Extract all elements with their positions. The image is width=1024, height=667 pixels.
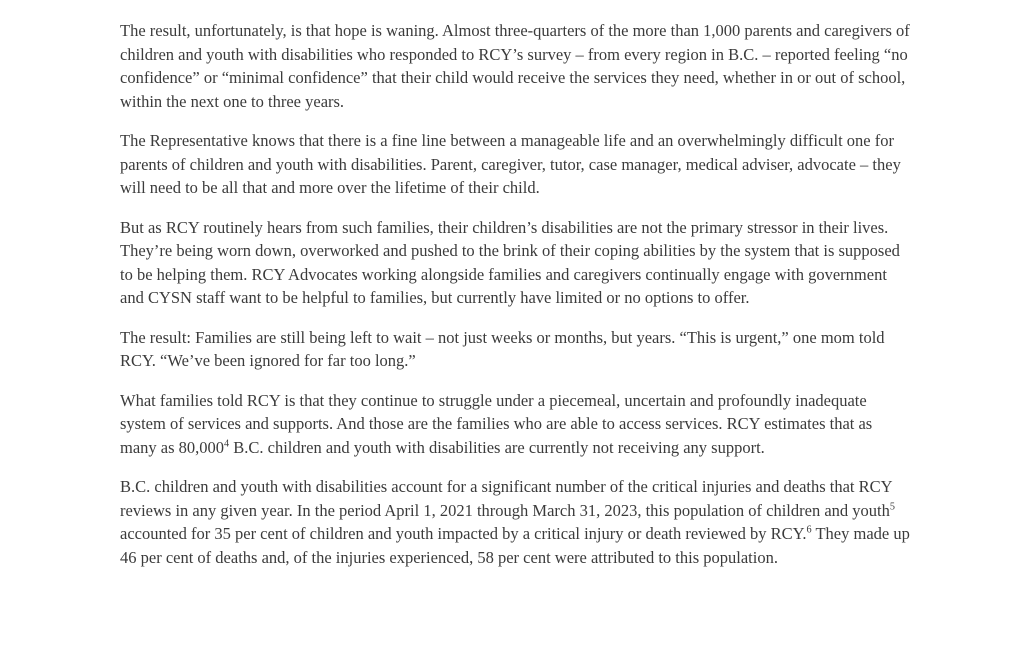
- footnote-marker: 5: [889, 501, 895, 512]
- paragraph: [120, 475, 910, 569]
- paragraph: [120, 216, 910, 310]
- footnote-marker: 6: [806, 524, 812, 536]
- text-run: They made up 46 per cent of deaths and, of the injuries experienced, 58 per cent were attributed to this population.: [120, 524, 910, 567]
- paragraph: [120, 326, 910, 373]
- paragraph: [120, 389, 910, 460]
- paragraph: [120, 19, 910, 113]
- text-run: accounted for 35 per cent of children and youth impacted by a critical injury or death reviewed by RCY.: [120, 524, 807, 543]
- document-body: [120, 19, 910, 569]
- text-run: The result, unfortunately, is that hope is waning. Almost three-quarters of the more than 1,000 parents and caregivers of children and youth with disabilities who responded to RCY’s survey – from every region in B.C. – reported feeling “no confidence” or “minimal confidence” that their child would receive the services they need, whether in or out of school, within the next one to three years.: [120, 21, 910, 111]
- text-run: The Representative knows that there is a fine line between a manageable life and an overwhelmingly difficult one for parents of children and youth with disabilities. Parent, caregiver, tutor, case manager, medical adviser, advocate – they will need to be all that and more over the lifetime of their child.: [120, 131, 901, 197]
- paragraph: [120, 129, 910, 200]
- footnote-marker: 4: [224, 438, 230, 449]
- text-run: The result: Families are still being left to wait – not just weeks or months, but years. “This is urgent,” one mom told RCY. “We’ve been ignored for far too long.”: [120, 327, 885, 370]
- text-run: What families told RCY is that they continue to struggle under a piecemeal, uncertain and profoundly inadequate system of services and supports. And those are the families who are able to access services. RCY estimates that as many as 80,000: [120, 390, 873, 457]
- text-run: But as RCY routinely hears from such families, their children’s disabilities are not the primary stressor in their lives. They’re being worn down, overworked and pushed to the brink of their coping abilities by the system that is supposed to be helping them. RCY Advocates working alongside families and caregivers continually engage with government and CYSN staff want to be helpful to families, but currently have limited or no options to offer.: [120, 217, 900, 307]
- text-run: B.C. children and youth with disabilities account for a significant number of the critical injuries and deaths that RCY reviews in any given year. In the period April 1, 2021 through March 31, 2023, this population of children and youth: [120, 477, 892, 520]
- text-run: B.C. children and youth with disabilities are currently not receiving any support.: [229, 437, 765, 457]
